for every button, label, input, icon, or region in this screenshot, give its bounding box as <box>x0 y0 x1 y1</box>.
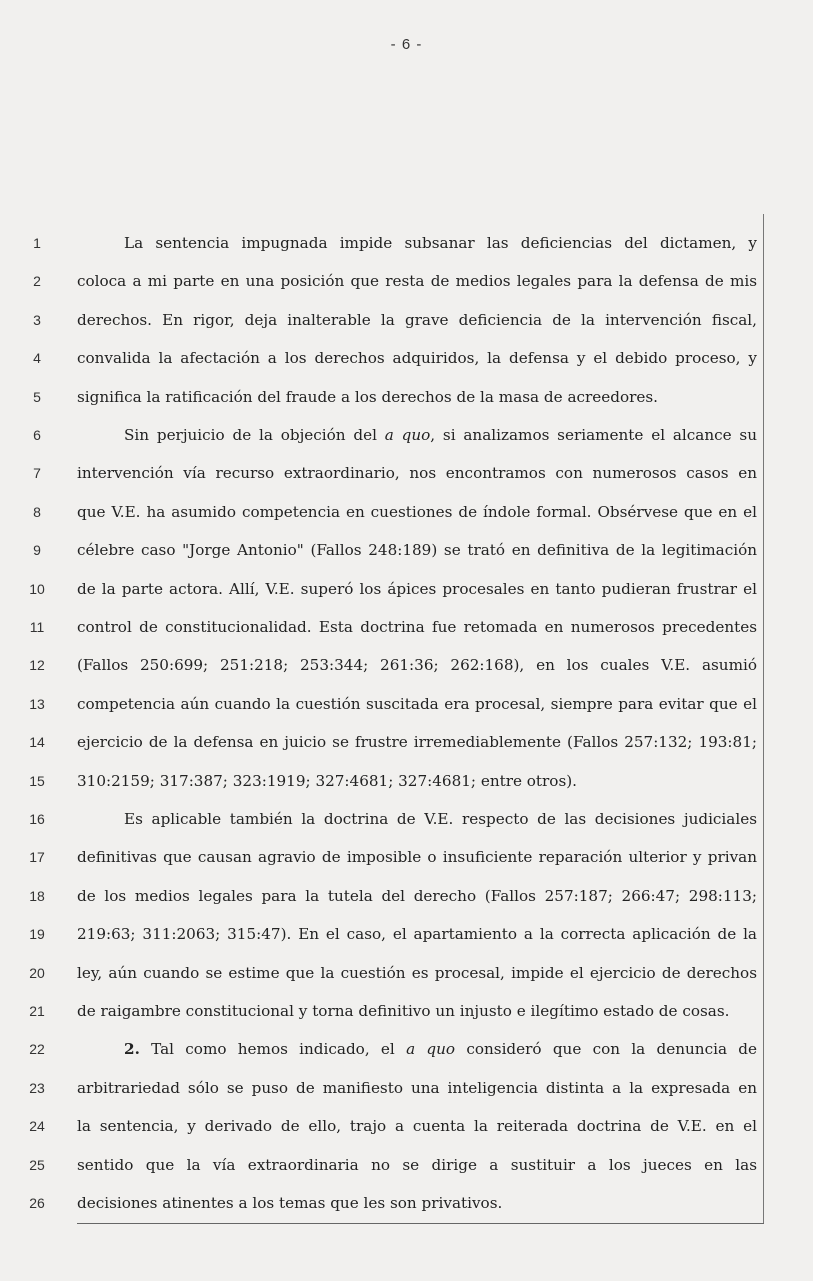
line-text <box>77 262 757 300</box>
text-run: arbitrariedad sólo se puso de manifiesto una inteligencia distinta a la expresada en <box>77 1078 757 1097</box>
document-line <box>0 838 813 876</box>
line-number: 8 <box>33 503 41 520</box>
text-run: control de constitucionalidad. Esta doctrina fue retomada en numerosos precedentes <box>77 618 757 636</box>
document-line <box>0 762 813 800</box>
document-line <box>0 800 813 838</box>
document-line <box>0 992 813 1030</box>
line-number: 11 <box>29 619 45 635</box>
text-run: de raigambre constitucional y torna definitivo un injusto e ilegítimo estado de cosas. <box>77 1002 730 1020</box>
line-number: 12 <box>29 657 45 674</box>
document-line <box>0 1184 813 1222</box>
text-run: Es aplicable también la doctrina de V.E. respecto de las decisiones judiciales <box>124 810 757 828</box>
text-run: intervención vía recurso extraordinario, nos encontramos con numerosos casos en <box>77 464 757 483</box>
text-run: convalida la afectación a los derechos adquiridos, la defensa y el debido proceso, y <box>77 349 757 368</box>
document-line <box>0 262 813 300</box>
line-number: 1 <box>33 235 41 251</box>
line-text <box>77 723 757 761</box>
document-line <box>0 1107 813 1145</box>
text-run: sentido que la vía extraordinaria no se dirige a sustituir a los jueces en las <box>77 1155 757 1174</box>
text-run: significa la ratificación del fraude a los derechos de la masa de acreedores. <box>77 387 658 406</box>
line-number: 18 <box>29 887 45 904</box>
line-text <box>124 224 757 262</box>
text-run: consideró que con la denuncia de <box>455 1040 757 1059</box>
line-number: 19 <box>29 926 45 943</box>
line-number: 25 <box>29 1156 45 1173</box>
text-run: de los medios legales para la tutela del derecho (Fallos 257:187; 266:47; 298:113; <box>77 886 757 905</box>
text-run: 219:63; 311:2063; 315:47). En el caso, el apartamiento a la correcta aplicación de la <box>77 925 757 944</box>
text-run: , si analizamos seriamente el alcance su <box>430 426 757 444</box>
line-text <box>77 531 757 569</box>
line-text <box>124 800 757 838</box>
line-text <box>77 646 757 684</box>
italic-text: a quo <box>406 1040 456 1059</box>
document-line <box>0 608 813 646</box>
document-line <box>0 954 813 992</box>
line-number: 16 <box>29 811 45 827</box>
line-number: 13 <box>29 695 45 712</box>
document-line <box>0 301 813 339</box>
line-text <box>77 838 757 876</box>
line-number: 20 <box>29 964 45 981</box>
page-number: - 6 - <box>390 36 423 53</box>
document-line <box>0 339 813 377</box>
line-text <box>77 992 757 1030</box>
text-run: 310:2159; 317:387; 323:1919; 327:4681; 327:4681; entre otros). <box>77 771 577 790</box>
line-number: 14 <box>29 734 45 751</box>
line-text <box>124 416 757 454</box>
text-run: Sin perjuicio de la objeción del <box>124 426 385 444</box>
line-number: 2 <box>33 273 41 290</box>
line-number: 6 <box>33 427 41 443</box>
text-run: coloca a mi parte en una posición que resta de medios legales para la defensa de mis <box>77 272 757 291</box>
line-text <box>77 685 757 723</box>
line-text <box>77 1184 757 1222</box>
line-text <box>77 1146 757 1184</box>
line-text <box>77 454 757 492</box>
text-run: (Fallos 250:699; 251:218; 253:344; 261:36; 262:168), en los cuales V.E. asumió <box>77 656 757 675</box>
text-run: competencia aún cuando la cuestión suscitada era procesal, siempre para evitar que el <box>77 694 757 713</box>
line-number: 7 <box>33 465 41 482</box>
line-text <box>77 762 757 800</box>
document-line <box>0 646 813 684</box>
italic-text: a quo <box>384 426 431 444</box>
text-run: Tal como hemos indicado, el <box>139 1040 407 1059</box>
line-number: 23 <box>29 1079 45 1096</box>
line-number: 10 <box>29 580 45 597</box>
document-line <box>0 224 813 262</box>
line-text <box>77 493 757 531</box>
text-run: ejercicio de la defensa en juicio se frustre irremediablemente (Fallos 257:132; 193:81; <box>77 733 757 752</box>
line-number: 9 <box>33 542 41 559</box>
line-text <box>77 570 757 608</box>
line-number: 22 <box>29 1041 45 1058</box>
document-line <box>0 416 813 454</box>
text-run: célebre caso "Jorge Antonio" (Fallos 248:189) se trató en definitiva de la legitimación <box>77 541 757 560</box>
document-line <box>0 454 813 492</box>
line-text <box>77 1107 757 1145</box>
document-line <box>0 723 813 761</box>
line-text <box>77 339 757 377</box>
line-text <box>77 301 757 339</box>
line-text <box>77 378 757 416</box>
text-run: la sentencia, y derivado de ello, trajo a cuenta la reiterada doctrina de V.E. en el <box>77 1117 757 1136</box>
line-number: 26 <box>29 1195 45 1211</box>
text-run: definitivas que causan agravio de imposible o insuficiente reparación ulterior y privan <box>77 848 757 867</box>
document-line <box>0 877 813 915</box>
line-number: 15 <box>29 772 45 789</box>
text-run: que V.E. ha asumido competencia en cuestiones de índole formal. Obsérvese que en el <box>77 502 757 521</box>
document-line <box>0 378 813 416</box>
document-line <box>0 1146 813 1184</box>
line-number: 17 <box>29 849 45 866</box>
line-text <box>77 915 757 953</box>
document-line <box>0 493 813 531</box>
document-line <box>0 1069 813 1107</box>
line-text <box>124 1030 757 1068</box>
document-line <box>0 531 813 569</box>
text-run: ley, aún cuando se estime que la cuestión es procesal, impide el ejercicio de derechos <box>77 963 757 982</box>
line-number: 5 <box>33 388 41 405</box>
text-run: de la parte actora. Allí, V.E. superó los ápices procesales en tanto pudieran frustrar el <box>77 579 757 598</box>
line-text <box>77 1069 757 1107</box>
bold-text: 2. <box>124 1040 140 1059</box>
line-text <box>77 608 757 646</box>
document-line <box>0 1030 813 1068</box>
document-line <box>0 570 813 608</box>
line-number: 24 <box>29 1118 45 1135</box>
line-number: 21 <box>29 1003 45 1019</box>
document-line <box>0 915 813 953</box>
line-number: 4 <box>33 350 41 367</box>
line-text <box>77 954 757 992</box>
text-run: La sentencia impugnada impide subsanar las deficiencias del dictamen, y <box>124 234 757 252</box>
document-line <box>0 685 813 723</box>
text-run: decisiones atinentes a los temas que les son privativos. <box>77 1194 503 1212</box>
line-number: 3 <box>33 311 41 328</box>
bottom-rule <box>77 1223 764 1224</box>
line-text <box>77 877 757 915</box>
text-run: derechos. En rigor, deja inalterable la grave deficiencia de la intervención fiscal, <box>77 310 757 329</box>
